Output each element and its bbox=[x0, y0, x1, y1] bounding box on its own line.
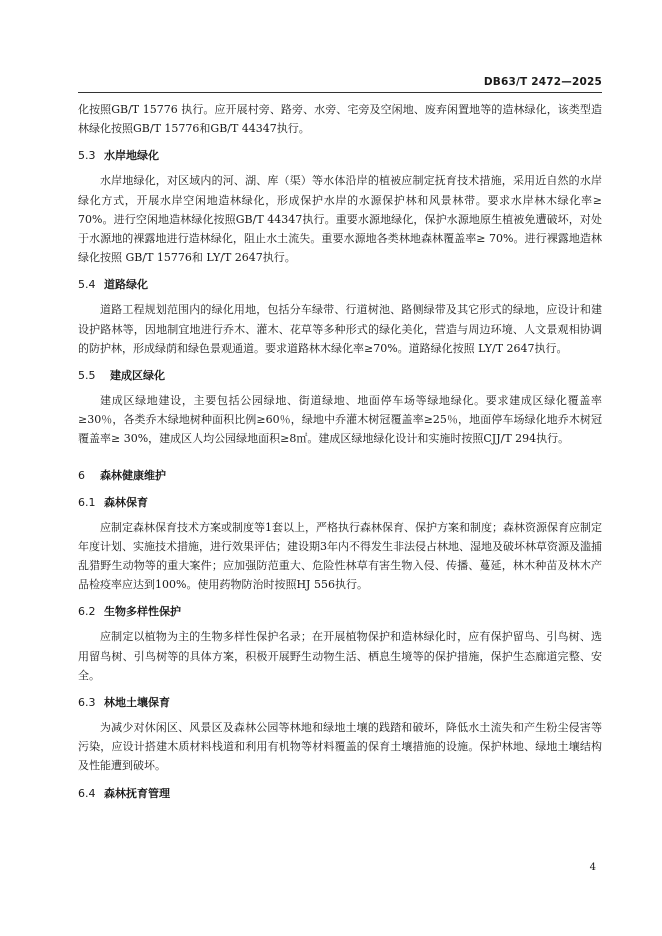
section-title: 道路绿化 bbox=[104, 278, 148, 292]
section-5-3-paragraph: 水岸地绿化，对区域内的河、湖、库（渠）等水体沿岸的植被应制定抚育技术措施，采用近自然的水岸绿化方式，开展水岸空闲地造林绿化，形成保护水岸的水源保护林和风景林带。要求水岸林木绿化率≥ 70%。进行空闲地造林绿化按照GB/T 44347执行。重要水源地绿化，保护水源地原生植被免遭破坏，对处于水源地的裸露地进行造林绿化，阻止水土流失。重要水源地各类林地森林覆盖率≥ 70%。进行裸露地造林绿化按照 GB/T 15776和 LY/T 2647执行。 bbox=[78, 174, 602, 265]
section-6-2-paragraph: 应制定以植物为主的生物多样性保护名录；在开展植物保护和造林绿化时，应有保护留鸟、引鸟树、选用留鸟树、引鸟树等的具体方案，积极开展野生动物生活、栖息生境等的保护措施，保护生态廊道完整、安全。 bbox=[78, 630, 602, 682]
section-6-3-paragraph: 为减少对休闲区、风景区及森林公园等林地和绿地土壤的践踏和破坏，降低水土流失和产生粉尘侵害等污染，应设计搭建木质材料栈道和利用有机物等材料覆盖的保育土壤措施的设施。保护林地、绿地土壤结构及性能遭到破坏。 bbox=[78, 721, 602, 773]
section-number: 6.2 bbox=[78, 605, 96, 619]
section-number: 6.1 bbox=[78, 495, 96, 509]
intro-paragraph: 化按照GB/T 15776 执行。应开展村旁、路旁、水旁、宅旁及空闲地、废弃闲置地等的造林绿化，该类型造林绿化按照GB/T 15776和GB/T 44347执行。 bbox=[78, 103, 602, 136]
section-number: 5.4 bbox=[78, 278, 96, 292]
section-number: 6.4 bbox=[78, 786, 96, 800]
section-title: 建成区绿化 bbox=[110, 369, 165, 383]
section-5-3-heading bbox=[78, 146, 602, 165]
section-title: 森林抚育管理 bbox=[104, 786, 170, 800]
chapter-number: 6 bbox=[78, 468, 85, 482]
section-5-5-paragraph: 建成区绿地建设，主要包括公园绿地、街道绿地、地面停车场等绿地绿化。要求建成区绿化覆盖率≥30％，各类乔木绿地树种面积比例≥60％，绿地中乔灌木树冠覆盖率≥25％，地面停车场绿化地乔木树冠覆盖率≥ 30%，建成区人均公园绿地面积≥8㎡。建成区绿地绿化设计和实施时按照CJJ/T 294执行。 bbox=[78, 394, 602, 446]
section-title: 生物多样性保护 bbox=[104, 605, 181, 619]
section-6-3-heading bbox=[78, 693, 602, 712]
section-6-1-heading bbox=[78, 493, 602, 512]
section-number: 5.3 bbox=[78, 149, 96, 163]
section-number: 6.3 bbox=[78, 696, 96, 710]
page-content bbox=[78, 100, 602, 809]
section-6-1-paragraph: 应制定森林保育技术方案或制度等1套以上，严格执行森林保育、保护方案和制度；森林资源保育应制定年度计划、实施技术措施，进行效果评估；建设期3年内不得发生非法侵占林地、湿地及破坏林草资源及滥捕乱猎野生动物等的重大案件；应加强防范重大、危险性林草有害生物入侵、传播、蔓延，林木种苗及林木产品检疫率应达到100%。使用药物防治时按照HJ 556执行。 bbox=[78, 520, 602, 592]
section-title: 林地土壤保育 bbox=[104, 696, 170, 710]
chapter-6-heading bbox=[78, 466, 602, 485]
chapter-title: 森林健康维护 bbox=[100, 468, 166, 482]
section-5-4-paragraph: 道路工程规划范围内的绿化用地，包括分车绿带、行道树池、路侧绿带及其它形式的绿地，应设计和建设护路林等，因地制宜地进行乔木、灌木、花草等多种形式的绿化美化，营造与周边环境、人文景观相协调的防护林，形成绿荫和绿色景观通道。要求道路林木绿化率≥70%。道路绿化按照 LY/T 2647执行。 bbox=[78, 303, 602, 355]
section-title: 森林保育 bbox=[104, 495, 148, 509]
section-title: 水岸地绿化 bbox=[104, 149, 159, 163]
header-rule bbox=[78, 92, 602, 93]
page-number: 4 bbox=[589, 862, 596, 873]
section-number: 5.5 bbox=[78, 369, 96, 383]
section-6-4-heading bbox=[78, 784, 602, 803]
section-5-4-heading bbox=[78, 275, 602, 294]
section-6-2-heading bbox=[78, 602, 602, 621]
document-code: DB63/T 2472—2025 bbox=[483, 76, 602, 88]
section-5-5-heading bbox=[78, 366, 602, 385]
